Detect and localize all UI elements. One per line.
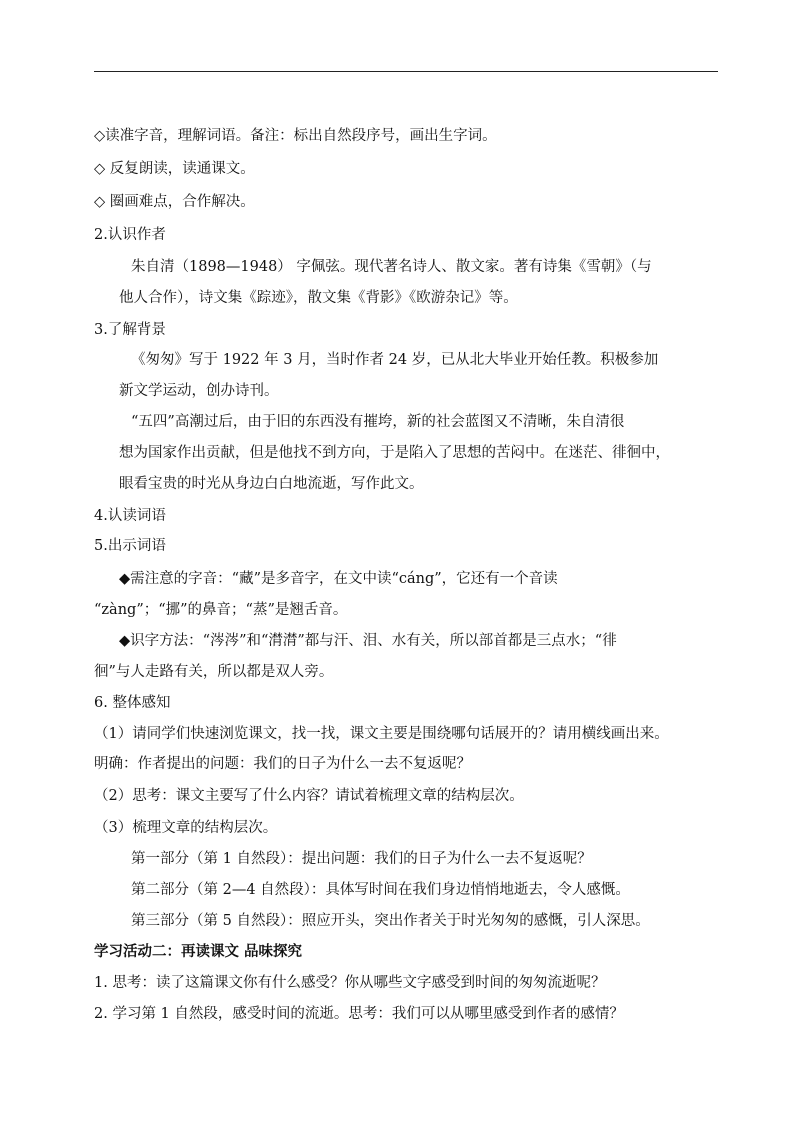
structure-part-1: 第一部分（第 1 自然段）：提出问题：我们的日子为什么一去不复返呢？ <box>131 851 592 867</box>
section-heading-background: 3.了解背景 <box>94 322 166 338</box>
structure-part-3: 第三部分（第 5 自然段）：照应开头，突出作者关于时光匆匆的感慨，引人深思。 <box>131 913 650 929</box>
header-rule <box>94 71 718 72</box>
activity-2-heading: 学习活动二：再读课文 品味探究 <box>94 943 303 960</box>
pronunciation-note-line-2: “zàng”；“挪”的鼻音；“蒸”是翘舌音。 <box>94 602 348 618</box>
background-paragraph-2-line-2: 想为国家作出贡献，但是他找不到方向，于是陷入了思想的苦闷中。在迷茫、徘徊中， <box>119 445 670 461</box>
question-1-answer: 明确：作者提出的问题：我们的日子为什么一去不复返呢？ <box>94 756 471 772</box>
question-1: （1）请同学们快速浏览课文，找一找，课文主要是围绕哪句话展开的？请用横线画出来。 <box>94 726 669 742</box>
section-heading-read-words: 4.认读词语 <box>94 508 166 524</box>
activity-2-question-1: 1. 思考：读了这篇课文你有什么感受？你从哪些文字感受到时间的匆匆流逝呢？ <box>94 975 606 991</box>
activity-2-question-2: 2. 学习第 1 自然段，感受时间的流逝。思考：我们可以从哪里感受到作者的感情？ <box>94 1006 624 1022</box>
character-method-line-2: 徊”与人走路有关，所以都是双人旁。 <box>94 664 334 680</box>
bullet-read-pronunciation: ◇读准字音，理解词语。备注：标出自然段序号，画出生字词。 <box>94 128 497 144</box>
question-3: （3）梳理文章的结构层次。 <box>94 820 278 836</box>
pronunciation-note-line-1: ◆需注意的字音：“藏”是多音字，在文中读“cáng”，它还有一个音读 <box>119 571 558 587</box>
character-method-line-1: ◆识字方法：“涔涔”和“潸潸”都与汗、泪、水有关，所以部首都是三点水；“徘 <box>119 633 617 649</box>
bullet-mark-difficulties: ◇ 圈画难点，合作解决。 <box>94 194 255 210</box>
bullet-repeat-reading: ◇ 反复朗读，读通课文。 <box>94 161 255 177</box>
background-paragraph-2-line-1: “五四”高潮过后，由于旧的东西没有摧垮，新的社会蓝图又不清晰，朱自清很 <box>131 414 625 430</box>
section-heading-show-words: 5.出示词语 <box>94 538 166 554</box>
section-heading-overall: 6. 整体感知 <box>94 695 171 711</box>
background-paragraph-1-line-2: 新文学运动，创办诗刊。 <box>119 383 279 399</box>
author-paragraph-line-1: 朱自清（1898—1948） 字佩弦。现代著名诗人、散文家。著有诗集《雪朝》（与 <box>131 259 652 275</box>
background-paragraph-1-line-1: 《匆匆》写于 1922 年 3 月，当时作者 24 岁，已从北大毕业开始任教。积极参加 <box>131 352 659 368</box>
background-paragraph-2-line-3: 眼看宝贵的时光从身边白白地流逝，写作此文。 <box>119 476 424 492</box>
question-2: （2）思考：课文主要写了什么内容？请试着梳理文章的结构层次。 <box>94 788 524 804</box>
author-paragraph-line-2: 他人合作），诗文集《踪迹》，散文集《背影》《欧游杂记》等。 <box>119 290 518 306</box>
section-heading-author: 2.认识作者 <box>94 227 166 243</box>
structure-part-2: 第二部分（第 2—4 自然段）：具体写时间在我们身边悄悄地逝去，令人感慨。 <box>131 882 630 898</box>
